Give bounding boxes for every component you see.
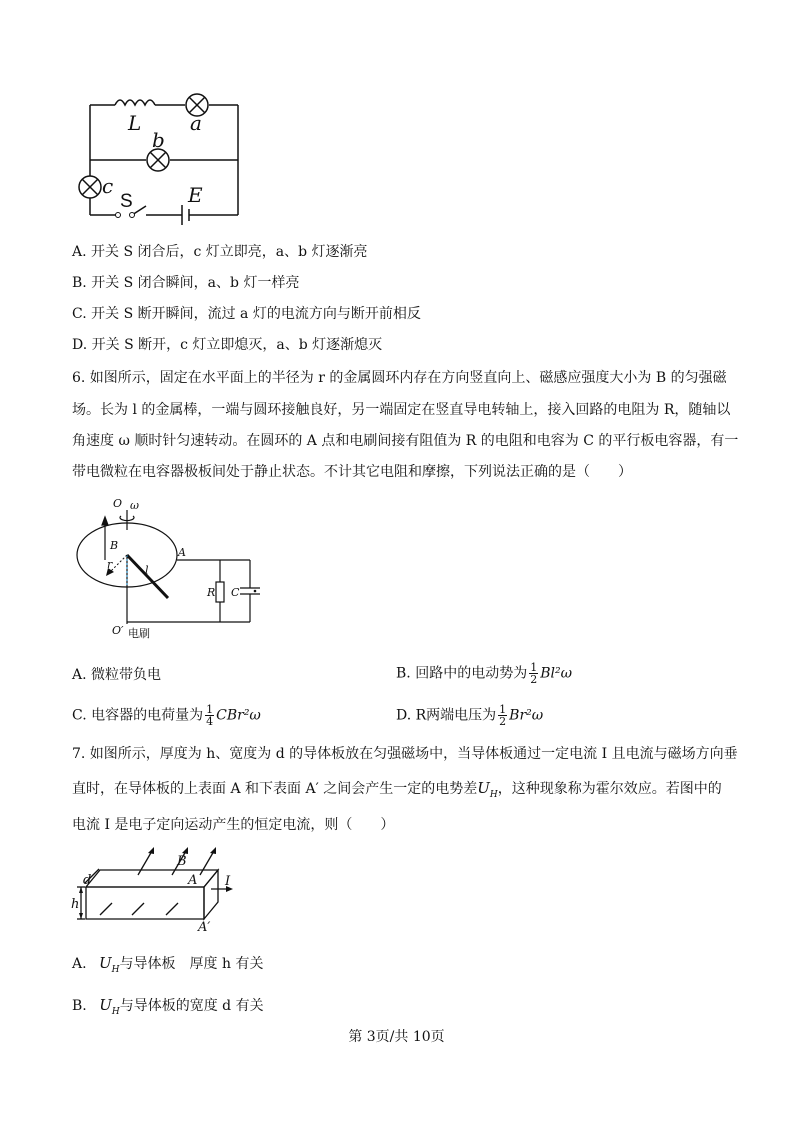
fraction (529, 662, 538, 685)
label-I: I (225, 874, 231, 889)
label-omega: ω (130, 499, 139, 512)
q7-stem-line2-a: 直时，在导体板的上表面 A 和下表面 A′ 之间会产生一定的电势差 (72, 781, 478, 797)
uh-symbol: U (99, 954, 112, 972)
q6-stem-line2: 场。长为 l 的金属棒，一端与圆环接触良好，另一端固定在竖直导电转轴上，接入回路的电阻为 R，随轴以 (72, 402, 731, 418)
fraction (205, 704, 214, 727)
page-footer: 第 3页/共 10页 (348, 1029, 445, 1045)
q6-stem-line3: 角速度 ω 顺时针匀速转动。在圆环的 A 点和电刷间接有阻值为 R 的电阻和电容为 C 的平行板电容器，有一 (72, 433, 739, 449)
q5-option-d: D. 开关 S 断开，c 灯立即熄灭，a、b 灯逐渐熄灭 (72, 337, 383, 353)
uh-symbol: U (99, 996, 112, 1014)
label-R: R (207, 586, 216, 599)
label-l: l (145, 564, 149, 577)
q7-option-a (72, 954, 263, 979)
q6-stem-line4: 带电微粒在电容器极板间处于静止状态。不计其它电阻和摩擦，下列说法正确的是（ ） (72, 464, 632, 480)
circuit-diagram-lc (70, 90, 250, 230)
fraction (498, 704, 507, 727)
q6-stem-line1: 6. 如图所示，固定在水平面上的半径为 r 的金属圆环内存在方向竖直向上、磁感应强度大小为 B 的匀强磁 (72, 370, 727, 386)
q7-option-a-text: 与导体板 厚度 h 有关 (119, 956, 264, 972)
denominator: 4 (206, 715, 214, 728)
label-r: r (107, 558, 113, 571)
q7-stem-line2 (72, 779, 722, 804)
rotating-rod-diagram (70, 492, 280, 642)
q7-stem-line2-b: ，这种现象称为霍尔效应。若图中的 (497, 781, 722, 797)
q6-option-c (72, 704, 261, 727)
label-O: O (113, 497, 123, 510)
q6-option-d-prefix: D. R两端电压为 (396, 707, 497, 724)
label-B: B (177, 854, 187, 869)
uh-subscript: H (111, 1006, 120, 1017)
label-A: A (188, 873, 198, 888)
label-E: E (188, 183, 203, 207)
denominator: 2 (499, 715, 507, 728)
q7-stem-line1: 7. 如图所示，厚度为 h、宽度为 d 的导体板放在匀强磁场中，当导体板通过一定电流 I 且电流与磁场方向垂 (72, 746, 738, 762)
lamp-c (79, 176, 101, 198)
label-L: L (128, 111, 142, 135)
label-C: C (231, 586, 240, 599)
label-O-prime: O′ (112, 624, 124, 637)
q6-option-b-prefix: B. 回路中的电动势为 (396, 665, 528, 682)
uh-symbol: U (477, 779, 490, 797)
label-b: b (152, 128, 165, 152)
label-A-prime: A′ (198, 920, 211, 935)
label-S: S (120, 191, 133, 212)
q7-option-b-prefix: B. (72, 998, 87, 1014)
uh-subscript: H (489, 789, 498, 800)
numerator: 1 (499, 703, 507, 716)
q7-stem-line3: 电流 I 是电子定向运动产生的恒定电流，则（ ） (72, 817, 395, 833)
q6-option-a: A. 微粒带负电 (72, 667, 162, 683)
label-c: c (102, 174, 114, 198)
label-B: B (110, 539, 119, 552)
denominator: 2 (530, 673, 538, 686)
q6-option-d (396, 704, 543, 727)
hall-effect-diagram (70, 843, 250, 935)
label-h: h (71, 897, 80, 912)
numerator: 1 (206, 703, 214, 716)
q6-option-b-expr: Bl²ω (540, 665, 572, 682)
label-d: d (83, 873, 92, 888)
label-brush: 电刷 (128, 627, 150, 640)
uh-subscript: H (111, 964, 120, 975)
q7-option-b (72, 996, 264, 1021)
q5-option-a: A. 开关 S 闭合后，c 灯立即亮，a、b 灯逐渐亮 (72, 244, 368, 260)
numerator: 1 (530, 661, 538, 674)
q7-option-a-prefix: A. (72, 956, 87, 972)
q5-option-c: C. 开关 S 断开瞬间，流过 a 灯的电流方向与断开前相反 (72, 306, 421, 322)
label-a: a (190, 111, 202, 135)
q6-option-c-prefix: C. 电容器的电荷量为 (72, 707, 204, 724)
label-A: A (178, 546, 186, 559)
q6-option-b (396, 662, 572, 685)
q5-option-b: B. 开关 S 闭合瞬间，a、b 灯一样亮 (72, 275, 300, 291)
q6-option-c-expr: CBr²ω (216, 707, 261, 724)
lamp-b (147, 149, 169, 171)
q6-option-d-expr: Br²ω (509, 707, 544, 724)
q7-option-b-text: 与导体板的宽度 d 有关 (119, 998, 264, 1014)
